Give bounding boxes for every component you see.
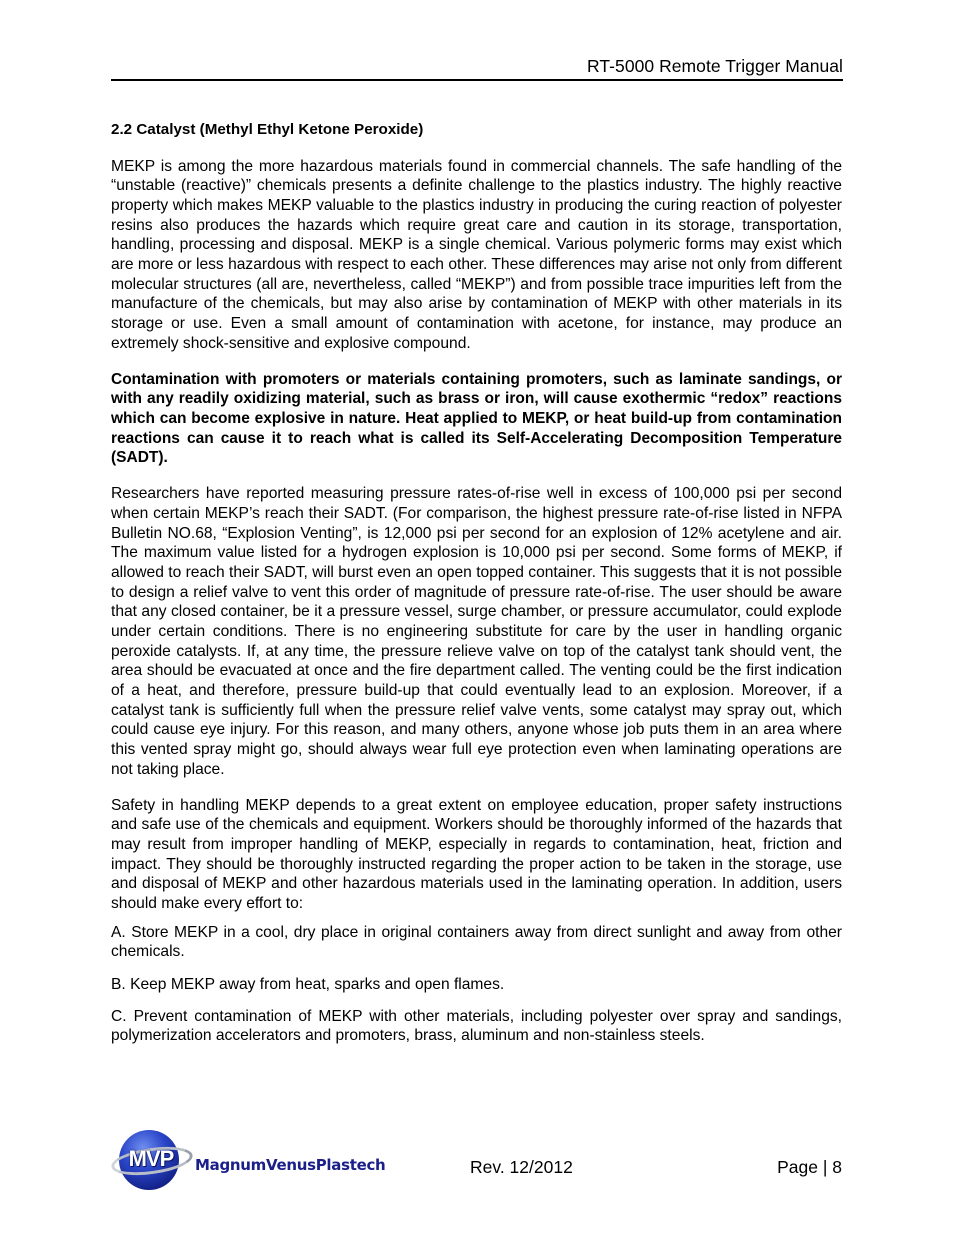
- manual-title: RT-5000 Remote Trigger Manual: [587, 56, 843, 76]
- company-logo: [111, 1128, 401, 1192]
- page-header: [111, 54, 843, 81]
- list-item-prevent-contamination: C. Prevent contamination of MEKP with other materials, including polyester over spray and sandings, polymerization accelerators and promoters, brass, aluminum and non-stainless steels.: [111, 1007, 842, 1045]
- paragraph-mekp-hazards: MEKP is among the more hazardous materials found in commercial channels. The safe handling of the “unstable (reactive)” chemicals presents a definite challenge to the plastics industry. The highly reactive property which makes MEKP valuable to the plastics industry in producing the curing reaction of polyester resins also produces the hazards which require great care and caution in its storage, transportation, handling, processing and disposal. MEKP is a single chemical. Various polymeric forms may exist which are more or less hazardous with respect to each other. These differences may arise not only from different molecular structures (all are, nevertheless, called “MEKP”) and from possible trace impurities left from the manufacture of the chemicals, but may also arise by contamination of MEKP with other materials in its storage or use. Even a small amount of contamination with acetone, for instance, may produce an extremely shock-sensitive and explosive compound.: [111, 157, 842, 352]
- paragraph-pressure-research: Researchers have reported measuring pressure rates-of-rise well in excess of 100,000 psi per second when certain MEKP’s reach their SADT. (For comparison, the highest pressure rate-of-rise listed in NFPA Bulletin NO.68, “Explosion Venting”, is 12,000 psi per second for an explosion of 12% acetylene and air. The maximum value listed for a hydrogen explosion is 10,000 psi per second. Some forms of MEKP, if allowed to reach their SADT, will burst even an open topped container. This suggests that it is not possible to design a relief valve to vent this order of magnitude of pressure rate-of-rise. The user should be aware that any closed container, be it a pressure vessel, surge chamber, or pressure accumulator, could explode under certain conditions. There is no engineering substitute for care by the user in handling organic peroxide catalysts. If, at any time, the pressure relieve valve on top of the catalyst tank should vent, the area should be evacuated at once and the fire department called. The venting could be the first indication of a heat, and therefore, pressure build-up that could eventually lead to an explosion. Moreover, if a catalyst tank is sufficiently full when the pressure relief valve vents, some catalyst may spray out, which could cause eye injury. For this reason, and many others, anyone whose job puts them in an area where this vented spray might go, should always wear full eye protection even when laminating operations are not taking place.: [111, 485, 842, 778]
- logo-abbreviation: MVP: [128, 1146, 174, 1171]
- page-content: [111, 120, 842, 1059]
- logo-company-name: MagnumVenusPlastech: [195, 1156, 386, 1174]
- page-footer: [111, 1128, 843, 1198]
- page-number: Page | 8: [777, 1157, 842, 1177]
- paragraph-safety-handling: Safety in handling MEKP depends to a great extent on employee education, proper safety instructions and safe use of the chemicals and equipment. Workers should be thoroughly informed of the hazards that may result from improper handling of MEKP, especially in regards to contamination, heat, friction and impact. They should be thoroughly instructed regarding the proper action to be taken in the storage, use and disposal of MEKP and other hazardous materials used in the laminating operation. In addition, users should make every effort to:: [111, 796, 842, 913]
- section-heading: 2.2 Catalyst (Methyl Ethyl Ketone Peroxide): [111, 121, 424, 138]
- paragraph-contamination-warning: Contamination with promoters or materials containing promoters, such as laminate sandings, or with any readily oxidizing material, such as brass or iron, will cause exothermic “redox” reactions which can become explosive in nature. Heat applied to MEKP, or heat build-up from contamination reactions can cause it to reach what is called its Self-Accelerating Decomposition Temperature (SADT).: [111, 370, 842, 467]
- revision-date: Rev. 12/2012: [470, 1157, 573, 1177]
- list-item-keep-away: B. Keep MEKP away from heat, sparks and open flames.: [111, 975, 505, 993]
- list-item-store: A. Store MEKP in a cool, dry place in original containers away from direct sunlight and away from other chemicals.: [111, 923, 842, 961]
